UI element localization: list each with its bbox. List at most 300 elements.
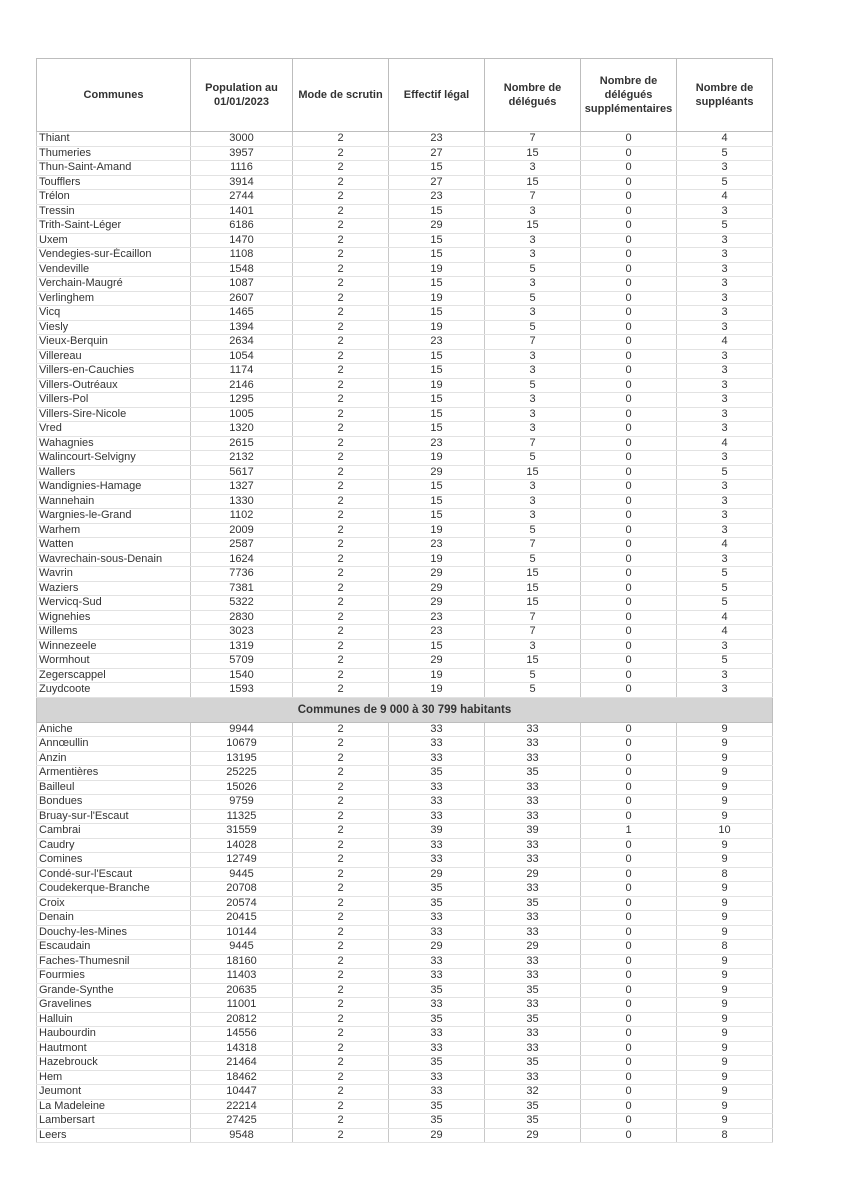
cell-population: 10679 bbox=[191, 737, 293, 752]
cell-delegues-supplementaires: 0 bbox=[581, 954, 677, 969]
cell-nombre-suppleants: 3 bbox=[677, 277, 773, 292]
cell-population: 9445 bbox=[191, 867, 293, 882]
cell-commune: Thun-Saint-Amand bbox=[37, 161, 191, 176]
cell-commune: Willems bbox=[37, 625, 191, 640]
cell-mode-scrutin: 2 bbox=[293, 465, 389, 480]
cell-commune: Wervicq-Sud bbox=[37, 596, 191, 611]
cell-nombre-suppleants: 4 bbox=[677, 610, 773, 625]
cell-mode-scrutin: 2 bbox=[293, 751, 389, 766]
cell-population: 1054 bbox=[191, 349, 293, 364]
table-row bbox=[37, 509, 773, 524]
cell-population: 12749 bbox=[191, 853, 293, 868]
cell-commune: Winnezeele bbox=[37, 639, 191, 654]
cell-commune: Denain bbox=[37, 911, 191, 926]
cell-mode-scrutin: 2 bbox=[293, 911, 389, 926]
cell-nombre-suppleants: 3 bbox=[677, 552, 773, 567]
cell-nombre-suppleants: 3 bbox=[677, 494, 773, 509]
cell-mode-scrutin: 2 bbox=[293, 233, 389, 248]
cell-commune: Thumeries bbox=[37, 146, 191, 161]
cell-nombre-delegues: 35 bbox=[485, 1056, 581, 1071]
section-title: Communes de 9 000 à 30 799 habitants bbox=[37, 697, 773, 722]
cell-effectif-legal: 29 bbox=[389, 567, 485, 582]
cell-delegues-supplementaires: 0 bbox=[581, 161, 677, 176]
cell-effectif-legal: 33 bbox=[389, 853, 485, 868]
cell-population: 5709 bbox=[191, 654, 293, 669]
cell-nombre-delegues: 33 bbox=[485, 1027, 581, 1042]
cell-nombre-suppleants: 9 bbox=[677, 722, 773, 737]
cell-nombre-delegues: 5 bbox=[485, 683, 581, 698]
cell-nombre-delegues: 7 bbox=[485, 190, 581, 205]
cell-delegues-supplementaires: 0 bbox=[581, 552, 677, 567]
cell-nombre-delegues: 39 bbox=[485, 824, 581, 839]
cell-effectif-legal: 15 bbox=[389, 509, 485, 524]
table-row bbox=[37, 896, 773, 911]
cell-nombre-delegues: 35 bbox=[485, 983, 581, 998]
cell-nombre-suppleants: 3 bbox=[677, 291, 773, 306]
cell-population: 20415 bbox=[191, 911, 293, 926]
cell-nombre-suppleants: 9 bbox=[677, 780, 773, 795]
cell-delegues-supplementaires: 0 bbox=[581, 378, 677, 393]
cell-nombre-suppleants: 9 bbox=[677, 1012, 773, 1027]
cell-nombre-delegues: 3 bbox=[485, 639, 581, 654]
cell-delegues-supplementaires: 0 bbox=[581, 998, 677, 1013]
cell-effectif-legal: 35 bbox=[389, 766, 485, 781]
cell-effectif-legal: 29 bbox=[389, 465, 485, 480]
cell-effectif-legal: 33 bbox=[389, 795, 485, 810]
table-row bbox=[37, 393, 773, 408]
cell-nombre-delegues: 29 bbox=[485, 867, 581, 882]
cell-nombre-delegues: 33 bbox=[485, 998, 581, 1013]
cell-delegues-supplementaires: 1 bbox=[581, 824, 677, 839]
cell-population: 11001 bbox=[191, 998, 293, 1013]
cell-commune: Walincourt-Selvigny bbox=[37, 451, 191, 466]
cell-mode-scrutin: 2 bbox=[293, 639, 389, 654]
cell-delegues-supplementaires: 0 bbox=[581, 1085, 677, 1100]
cell-effectif-legal: 19 bbox=[389, 451, 485, 466]
cell-delegues-supplementaires: 0 bbox=[581, 610, 677, 625]
cell-nombre-delegues: 29 bbox=[485, 940, 581, 955]
cell-commune: Armentières bbox=[37, 766, 191, 781]
cell-effectif-legal: 23 bbox=[389, 190, 485, 205]
cell-commune: Vendeville bbox=[37, 262, 191, 277]
cell-mode-scrutin: 2 bbox=[293, 969, 389, 984]
cell-effectif-legal: 29 bbox=[389, 596, 485, 611]
cell-population: 2009 bbox=[191, 523, 293, 538]
cell-population: 20708 bbox=[191, 882, 293, 897]
cell-mode-scrutin: 2 bbox=[293, 509, 389, 524]
cell-effectif-legal: 33 bbox=[389, 751, 485, 766]
cell-mode-scrutin: 2 bbox=[293, 853, 389, 868]
cell-effectif-legal: 15 bbox=[389, 161, 485, 176]
cell-nombre-delegues: 33 bbox=[485, 882, 581, 897]
cell-nombre-delegues: 33 bbox=[485, 1070, 581, 1085]
cell-commune: Annœullin bbox=[37, 737, 191, 752]
cell-mode-scrutin: 2 bbox=[293, 824, 389, 839]
cell-commune: Toufflers bbox=[37, 175, 191, 190]
cell-population: 10144 bbox=[191, 925, 293, 940]
cell-mode-scrutin: 2 bbox=[293, 1070, 389, 1085]
cell-population: 7381 bbox=[191, 581, 293, 596]
cell-nombre-delegues: 5 bbox=[485, 262, 581, 277]
table-row bbox=[37, 523, 773, 538]
cell-effectif-legal: 23 bbox=[389, 610, 485, 625]
cell-nombre-delegues: 15 bbox=[485, 175, 581, 190]
cell-nombre-suppleants: 5 bbox=[677, 175, 773, 190]
cell-effectif-legal: 35 bbox=[389, 1056, 485, 1071]
cell-nombre-suppleants: 3 bbox=[677, 161, 773, 176]
cell-population: 14556 bbox=[191, 1027, 293, 1042]
cell-population: 1320 bbox=[191, 422, 293, 437]
cell-delegues-supplementaires: 0 bbox=[581, 737, 677, 752]
table-row bbox=[37, 610, 773, 625]
cell-commune: Cambrai bbox=[37, 824, 191, 839]
cell-effectif-legal: 15 bbox=[389, 277, 485, 292]
cell-delegues-supplementaires: 0 bbox=[581, 262, 677, 277]
table-row bbox=[37, 349, 773, 364]
table-row bbox=[37, 190, 773, 205]
cell-mode-scrutin: 2 bbox=[293, 1085, 389, 1100]
cell-delegues-supplementaires: 0 bbox=[581, 523, 677, 538]
cell-mode-scrutin: 2 bbox=[293, 523, 389, 538]
cell-population: 13195 bbox=[191, 751, 293, 766]
cell-nombre-suppleants: 5 bbox=[677, 146, 773, 161]
cell-delegues-supplementaires: 0 bbox=[581, 838, 677, 853]
cell-mode-scrutin: 2 bbox=[293, 132, 389, 147]
cell-nombre-delegues: 33 bbox=[485, 954, 581, 969]
cell-nombre-delegues: 15 bbox=[485, 581, 581, 596]
cell-nombre-suppleants: 3 bbox=[677, 407, 773, 422]
cell-commune: Croix bbox=[37, 896, 191, 911]
cell-population: 20812 bbox=[191, 1012, 293, 1027]
cell-delegues-supplementaires: 0 bbox=[581, 436, 677, 451]
cell-commune: Wahagnies bbox=[37, 436, 191, 451]
cell-nombre-delegues: 5 bbox=[485, 320, 581, 335]
cell-nombre-delegues: 35 bbox=[485, 1099, 581, 1114]
cell-nombre-suppleants: 3 bbox=[677, 422, 773, 437]
cell-population: 15026 bbox=[191, 780, 293, 795]
cell-delegues-supplementaires: 0 bbox=[581, 1041, 677, 1056]
cell-mode-scrutin: 2 bbox=[293, 780, 389, 795]
cell-effectif-legal: 23 bbox=[389, 335, 485, 350]
cell-nombre-suppleants: 4 bbox=[677, 625, 773, 640]
cell-population: 31559 bbox=[191, 824, 293, 839]
cell-nombre-suppleants: 5 bbox=[677, 581, 773, 596]
cell-delegues-supplementaires: 0 bbox=[581, 567, 677, 582]
cell-commune: Wavrin bbox=[37, 567, 191, 582]
cell-nombre-suppleants: 3 bbox=[677, 349, 773, 364]
table-row bbox=[37, 581, 773, 596]
cell-population: 10447 bbox=[191, 1085, 293, 1100]
cell-effectif-legal: 33 bbox=[389, 1041, 485, 1056]
cell-nombre-delegues: 33 bbox=[485, 737, 581, 752]
cell-delegues-supplementaires: 0 bbox=[581, 722, 677, 737]
cell-commune: Villers-Pol bbox=[37, 393, 191, 408]
cell-nombre-delegues: 33 bbox=[485, 925, 581, 940]
cell-commune: Zuydcoote bbox=[37, 683, 191, 698]
cell-nombre-suppleants: 4 bbox=[677, 538, 773, 553]
cell-commune: Faches-Thumesnil bbox=[37, 954, 191, 969]
cell-mode-scrutin: 2 bbox=[293, 683, 389, 698]
cell-nombre-delegues: 3 bbox=[485, 407, 581, 422]
cell-nombre-suppleants: 9 bbox=[677, 925, 773, 940]
cell-population: 1102 bbox=[191, 509, 293, 524]
cell-delegues-supplementaires: 0 bbox=[581, 465, 677, 480]
header-population: Population au 01/01/2023 bbox=[191, 59, 293, 132]
header-delegues-supplementaires: Nombre de délégués supplémentaires bbox=[581, 59, 677, 132]
cell-population: 9445 bbox=[191, 940, 293, 955]
cell-population: 7736 bbox=[191, 567, 293, 582]
cell-mode-scrutin: 2 bbox=[293, 654, 389, 669]
cell-effectif-legal: 33 bbox=[389, 838, 485, 853]
cell-nombre-suppleants: 4 bbox=[677, 335, 773, 350]
table-row bbox=[37, 132, 773, 147]
cell-population: 1005 bbox=[191, 407, 293, 422]
header-effectif-legal: Effectif légal bbox=[389, 59, 485, 132]
cell-population: 3914 bbox=[191, 175, 293, 190]
cell-delegues-supplementaires: 0 bbox=[581, 896, 677, 911]
cell-mode-scrutin: 2 bbox=[293, 219, 389, 234]
cell-population: 3957 bbox=[191, 146, 293, 161]
header-communes: Communes bbox=[37, 59, 191, 132]
cell-mode-scrutin: 2 bbox=[293, 954, 389, 969]
cell-nombre-suppleants: 3 bbox=[677, 204, 773, 219]
cell-commune: Vred bbox=[37, 422, 191, 437]
cell-commune: Wavrechain-sous-Denain bbox=[37, 552, 191, 567]
cell-nombre-delegues: 33 bbox=[485, 911, 581, 926]
table-row bbox=[37, 625, 773, 640]
cell-nombre-suppleants: 9 bbox=[677, 1027, 773, 1042]
table-row bbox=[37, 1012, 773, 1027]
cell-nombre-delegues: 33 bbox=[485, 751, 581, 766]
cell-nombre-delegues: 3 bbox=[485, 494, 581, 509]
cell-commune: Wignehies bbox=[37, 610, 191, 625]
cell-nombre-delegues: 5 bbox=[485, 552, 581, 567]
table-row bbox=[37, 596, 773, 611]
cell-population: 2587 bbox=[191, 538, 293, 553]
cell-nombre-delegues: 15 bbox=[485, 465, 581, 480]
cell-mode-scrutin: 2 bbox=[293, 146, 389, 161]
cell-mode-scrutin: 2 bbox=[293, 1041, 389, 1056]
cell-nombre-suppleants: 5 bbox=[677, 219, 773, 234]
cell-delegues-supplementaires: 0 bbox=[581, 175, 677, 190]
table-row bbox=[37, 853, 773, 868]
cell-delegues-supplementaires: 0 bbox=[581, 407, 677, 422]
cell-commune: Verlinghem bbox=[37, 291, 191, 306]
cell-nombre-suppleants: 9 bbox=[677, 911, 773, 926]
table-row bbox=[37, 306, 773, 321]
cell-effectif-legal: 23 bbox=[389, 132, 485, 147]
cell-nombre-delegues: 15 bbox=[485, 146, 581, 161]
table-row bbox=[37, 465, 773, 480]
cell-delegues-supplementaires: 0 bbox=[581, 780, 677, 795]
cell-nombre-suppleants: 8 bbox=[677, 867, 773, 882]
cell-mode-scrutin: 2 bbox=[293, 983, 389, 998]
cell-mode-scrutin: 2 bbox=[293, 364, 389, 379]
cell-nombre-delegues: 29 bbox=[485, 1128, 581, 1143]
cell-mode-scrutin: 2 bbox=[293, 190, 389, 205]
cell-commune: Verchain-Maugré bbox=[37, 277, 191, 292]
table-row bbox=[37, 780, 773, 795]
cell-nombre-delegues: 5 bbox=[485, 291, 581, 306]
cell-delegues-supplementaires: 0 bbox=[581, 364, 677, 379]
cell-effectif-legal: 23 bbox=[389, 538, 485, 553]
cell-nombre-suppleants: 3 bbox=[677, 233, 773, 248]
cell-nombre-suppleants: 9 bbox=[677, 795, 773, 810]
cell-population: 9759 bbox=[191, 795, 293, 810]
table-row bbox=[37, 809, 773, 824]
table-row bbox=[37, 567, 773, 582]
table-row bbox=[37, 867, 773, 882]
cell-delegues-supplementaires: 0 bbox=[581, 306, 677, 321]
cell-nombre-suppleants: 5 bbox=[677, 465, 773, 480]
cell-mode-scrutin: 2 bbox=[293, 867, 389, 882]
cell-commune: Trith-Saint-Léger bbox=[37, 219, 191, 234]
table-row bbox=[37, 364, 773, 379]
table-row bbox=[37, 1085, 773, 1100]
table-row bbox=[37, 407, 773, 422]
cell-effectif-legal: 33 bbox=[389, 911, 485, 926]
table-row bbox=[37, 940, 773, 955]
cell-delegues-supplementaires: 0 bbox=[581, 795, 677, 810]
cell-commune: Villers-Outréaux bbox=[37, 378, 191, 393]
cell-delegues-supplementaires: 0 bbox=[581, 940, 677, 955]
cell-delegues-supplementaires: 0 bbox=[581, 509, 677, 524]
cell-commune: Viesly bbox=[37, 320, 191, 335]
cell-delegues-supplementaires: 0 bbox=[581, 751, 677, 766]
cell-delegues-supplementaires: 0 bbox=[581, 1027, 677, 1042]
cell-mode-scrutin: 2 bbox=[293, 1027, 389, 1042]
cell-mode-scrutin: 2 bbox=[293, 306, 389, 321]
cell-delegues-supplementaires: 0 bbox=[581, 596, 677, 611]
cell-nombre-delegues: 3 bbox=[485, 393, 581, 408]
cell-nombre-suppleants: 5 bbox=[677, 654, 773, 669]
cell-mode-scrutin: 2 bbox=[293, 422, 389, 437]
cell-effectif-legal: 15 bbox=[389, 364, 485, 379]
cell-nombre-delegues: 5 bbox=[485, 668, 581, 683]
cell-delegues-supplementaires: 0 bbox=[581, 349, 677, 364]
cell-mode-scrutin: 2 bbox=[293, 882, 389, 897]
cell-mode-scrutin: 2 bbox=[293, 610, 389, 625]
cell-nombre-suppleants: 9 bbox=[677, 954, 773, 969]
cell-commune: Coudekerque-Branche bbox=[37, 882, 191, 897]
table-row bbox=[37, 639, 773, 654]
cell-population: 2132 bbox=[191, 451, 293, 466]
cell-nombre-suppleants: 3 bbox=[677, 523, 773, 538]
cell-nombre-delegues: 7 bbox=[485, 625, 581, 640]
cell-nombre-delegues: 35 bbox=[485, 1114, 581, 1129]
cell-nombre-delegues: 3 bbox=[485, 306, 581, 321]
cell-nombre-suppleants: 9 bbox=[677, 853, 773, 868]
cell-population: 2830 bbox=[191, 610, 293, 625]
cell-nombre-delegues: 3 bbox=[485, 248, 581, 263]
cell-nombre-suppleants: 5 bbox=[677, 567, 773, 582]
cell-nombre-suppleants: 9 bbox=[677, 896, 773, 911]
cell-population: 11403 bbox=[191, 969, 293, 984]
cell-effectif-legal: 35 bbox=[389, 1114, 485, 1129]
cell-population: 1116 bbox=[191, 161, 293, 176]
cell-commune: Hazebrouck bbox=[37, 1056, 191, 1071]
cell-nombre-delegues: 33 bbox=[485, 1041, 581, 1056]
cell-delegues-supplementaires: 0 bbox=[581, 654, 677, 669]
cell-delegues-supplementaires: 0 bbox=[581, 233, 677, 248]
cell-commune: Wannehain bbox=[37, 494, 191, 509]
cell-effectif-legal: 29 bbox=[389, 867, 485, 882]
cell-mode-scrutin: 2 bbox=[293, 436, 389, 451]
table-row bbox=[37, 969, 773, 984]
table-row bbox=[37, 925, 773, 940]
cell-effectif-legal: 19 bbox=[389, 552, 485, 567]
cell-effectif-legal: 33 bbox=[389, 998, 485, 1013]
cell-mode-scrutin: 2 bbox=[293, 581, 389, 596]
cell-commune: Halluin bbox=[37, 1012, 191, 1027]
table-row bbox=[37, 204, 773, 219]
table-row bbox=[37, 219, 773, 234]
cell-nombre-suppleants: 9 bbox=[677, 998, 773, 1013]
cell-commune: Bondues bbox=[37, 795, 191, 810]
cell-effectif-legal: 33 bbox=[389, 722, 485, 737]
cell-population: 1394 bbox=[191, 320, 293, 335]
cell-mode-scrutin: 2 bbox=[293, 204, 389, 219]
cell-nombre-suppleants: 9 bbox=[677, 1114, 773, 1129]
cell-population: 1624 bbox=[191, 552, 293, 567]
table-row bbox=[37, 954, 773, 969]
cell-mode-scrutin: 2 bbox=[293, 320, 389, 335]
table-header bbox=[37, 59, 773, 132]
header-nombre-delegues: Nombre de délégués bbox=[485, 59, 581, 132]
cell-commune: La Madeleine bbox=[37, 1099, 191, 1114]
cell-population: 1548 bbox=[191, 262, 293, 277]
cell-mode-scrutin: 2 bbox=[293, 795, 389, 810]
cell-population: 5617 bbox=[191, 465, 293, 480]
cell-delegues-supplementaires: 0 bbox=[581, 925, 677, 940]
cell-commune: Wallers bbox=[37, 465, 191, 480]
cell-mode-scrutin: 2 bbox=[293, 248, 389, 263]
cell-nombre-delegues: 33 bbox=[485, 853, 581, 868]
cell-commune: Wandignies-Hamage bbox=[37, 480, 191, 495]
cell-commune: Villers-en-Cauchies bbox=[37, 364, 191, 379]
cell-delegues-supplementaires: 0 bbox=[581, 766, 677, 781]
cell-population: 1327 bbox=[191, 480, 293, 495]
cell-population: 9548 bbox=[191, 1128, 293, 1143]
table-row bbox=[37, 277, 773, 292]
cell-nombre-delegues: 3 bbox=[485, 161, 581, 176]
cell-nombre-suppleants: 4 bbox=[677, 132, 773, 147]
cell-nombre-delegues: 3 bbox=[485, 277, 581, 292]
cell-nombre-delegues: 5 bbox=[485, 378, 581, 393]
cell-commune: Haubourdin bbox=[37, 1027, 191, 1042]
cell-mode-scrutin: 2 bbox=[293, 1012, 389, 1027]
cell-mode-scrutin: 2 bbox=[293, 596, 389, 611]
table-row bbox=[37, 335, 773, 350]
cell-nombre-delegues: 32 bbox=[485, 1085, 581, 1100]
cell-mode-scrutin: 2 bbox=[293, 175, 389, 190]
cell-mode-scrutin: 2 bbox=[293, 625, 389, 640]
cell-nombre-suppleants: 9 bbox=[677, 969, 773, 984]
cell-commune: Comines bbox=[37, 853, 191, 868]
cell-effectif-legal: 15 bbox=[389, 494, 485, 509]
table-row bbox=[37, 838, 773, 853]
cell-nombre-delegues: 3 bbox=[485, 233, 581, 248]
cell-nombre-suppleants: 9 bbox=[677, 983, 773, 998]
cell-delegues-supplementaires: 0 bbox=[581, 809, 677, 824]
table-row bbox=[37, 751, 773, 766]
cell-effectif-legal: 27 bbox=[389, 175, 485, 190]
cell-population: 1330 bbox=[191, 494, 293, 509]
section-header bbox=[37, 697, 773, 722]
cell-commune: Watten bbox=[37, 538, 191, 553]
cell-delegues-supplementaires: 0 bbox=[581, 204, 677, 219]
cell-effectif-legal: 29 bbox=[389, 219, 485, 234]
